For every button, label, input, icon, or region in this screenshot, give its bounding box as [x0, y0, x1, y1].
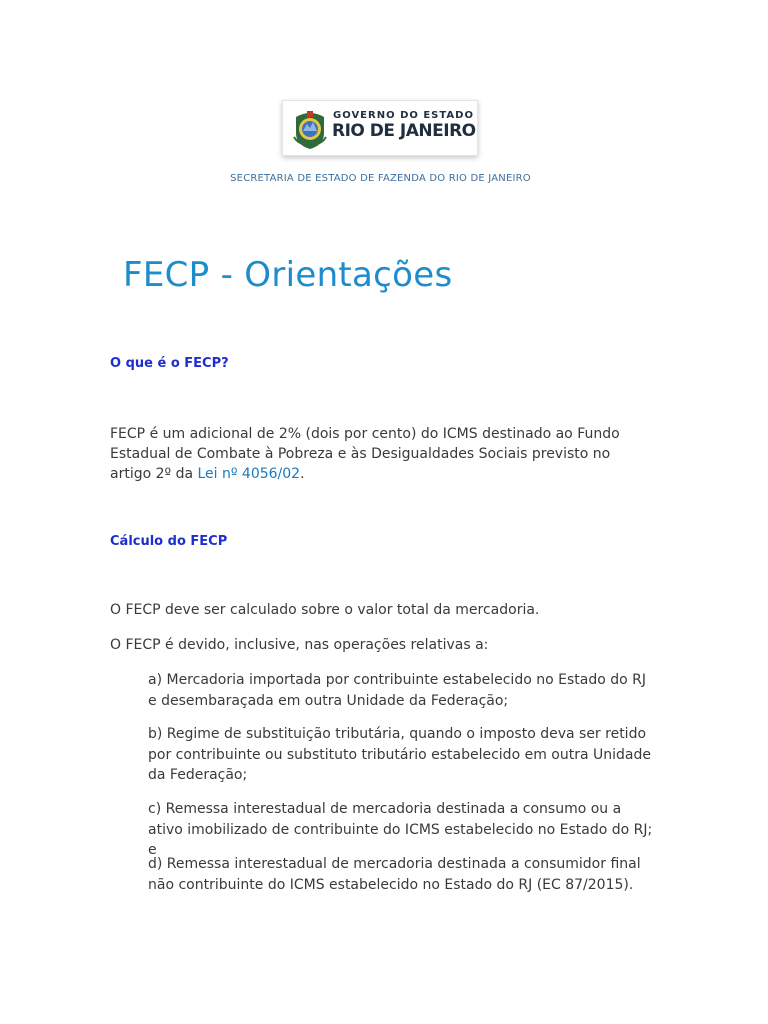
definition-text: FECP é um adicional de 2% (dois por cento) do ICMS destinado ao Fundo Estadual de Combate à Pobreza e às Desigualdades Sociais previsto no artigo 2º da	[110, 426, 620, 482]
page-title: FECP - Orientações	[123, 255, 453, 295]
calculation-paragraph: O FECP deve ser calculado sobre o valor total da mercadoria.	[110, 602, 540, 618]
list-item-d: d) Remessa interestadual de mercadoria destinada a consumidor final não contribuinte do ICMS estabelecido no Estado do RJ (EC 87/2015).	[148, 856, 641, 893]
lei-4056-link[interactable]: Lei nº 4056/02	[197, 466, 301, 482]
secretaria-subtitle: SECRETARIA DE ESTADO DE FAZENDA DO RIO DE JANEIRO	[230, 173, 531, 184]
section-heading-calculo: Cálculo do FECP	[110, 534, 228, 549]
state-coat-of-arms-icon	[291, 107, 329, 151]
logo-line-rio-de-janeiro: RIO DE JANEIRO	[332, 121, 476, 141]
operations-intro-paragraph: O FECP é devido, inclusive, nas operações relativas a:	[110, 637, 489, 653]
section-heading-what-is: O que é o FECP?	[110, 356, 229, 371]
list-item-b: b) Regime de substituição tributária, quando o imposto deva ser retido por contribuinte ou substituto tributário estabelecido em outra Unidade da Federação;	[148, 726, 651, 783]
definition-text-end: .	[300, 466, 305, 482]
logo-line-governo: GOVERNO DO ESTADO	[333, 110, 474, 121]
list-item-c: c) Remessa interestadual de mercadoria destinada a consumo ou a ativo imobilizado de contribuinte do ICMS estabelecido no Estado do RJ; e	[148, 801, 653, 858]
government-logo	[282, 100, 478, 156]
fecp-definition-paragraph	[110, 424, 655, 484]
list-item-a: a) Mercadoria importada por contribuinte estabelecido no Estado do RJ e desembaraçada em outra Unidade da Federação;	[148, 672, 646, 709]
